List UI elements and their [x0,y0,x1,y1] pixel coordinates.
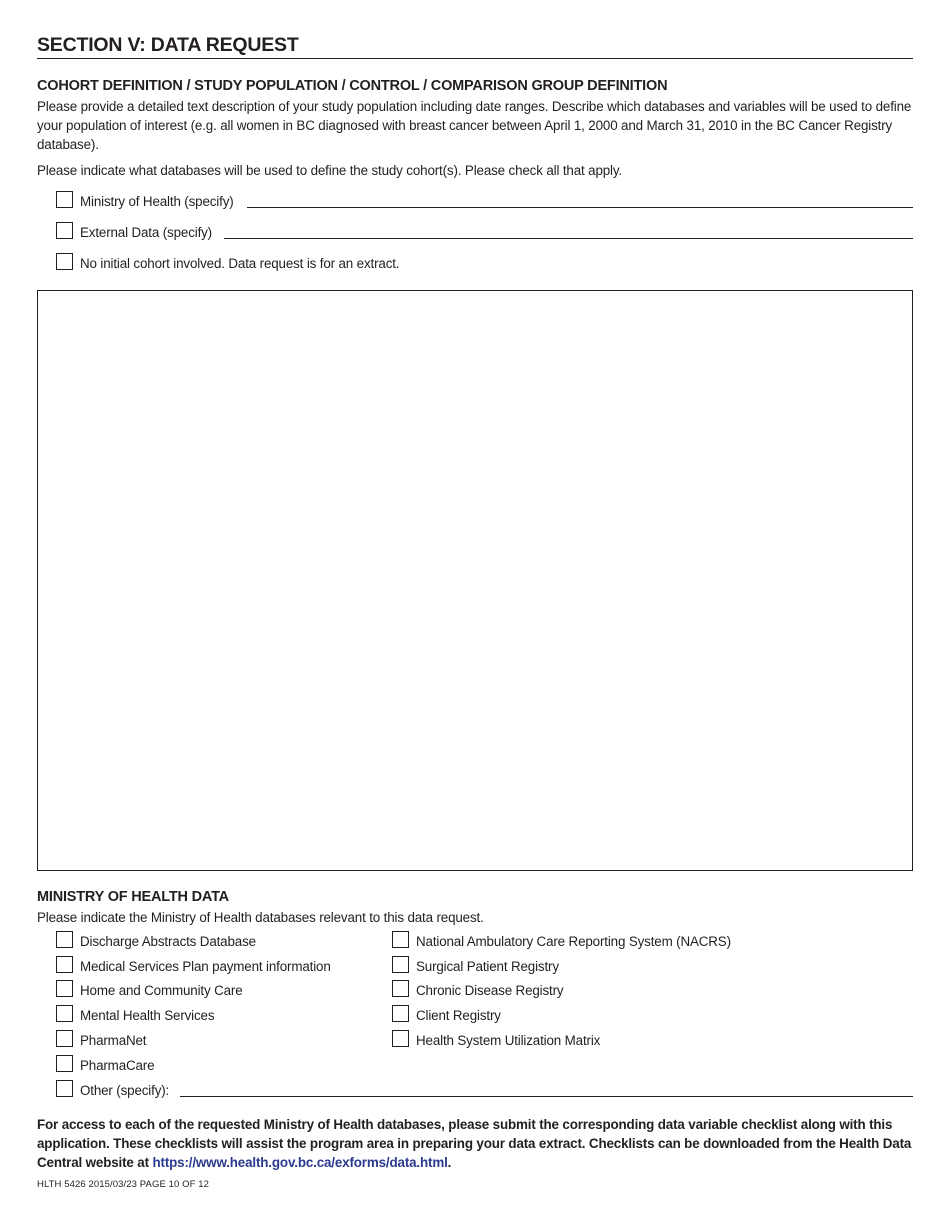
checkbox-pharmanet[interactable] [56,1030,73,1047]
checklist-note [37,1115,913,1172]
checkbox-other[interactable] [56,1080,73,1097]
checkbox-msp-payment[interactable] [56,956,73,973]
checkbox-surgical-patient-registry[interactable] [392,956,409,973]
checkbox-external-data[interactable] [56,222,73,239]
checkbox-ministry-of-health[interactable] [56,191,73,208]
checkbox-nacrs[interactable] [392,931,409,948]
checkbox-label: National Ambulatory Care Reporting System (NACRS) [416,934,731,949]
checklist-note-end: . [447,1155,452,1170]
checkbox-label: PharmaCare [80,1058,155,1073]
health-data-central-link[interactable]: https://www.health.gov.bc.ca/exforms/data.html [152,1155,448,1170]
checkbox-label: No initial cohort involved. Data request is for an extract. [80,256,400,271]
checkbox-mental-health[interactable] [56,1005,73,1022]
checkbox-label: Other (specify): [80,1083,170,1098]
checkbox-label: Chronic Disease Registry [416,983,564,998]
checkbox-label: Medical Services Plan payment information [80,959,331,974]
checkbox-label: PharmaNet [80,1033,147,1048]
checkbox-discharge-abstracts[interactable] [56,931,73,948]
checkbox-label: Health System Utilization Matrix [416,1033,601,1048]
cohort-description: Please provide a detailed text description of your study population including date ranges. Describe which databases and variables will be used to define your population of interest (e.g. all women in BC diagnosed with breast cancer between April 1, 2000 and March 31, 2010 in the BC Cancer Registry database). [37,99,912,152]
cohort-description-textarea[interactable] [37,290,913,871]
form-footer: HLTH 5426 2015/03/23 PAGE 10 OF 12 [37,1179,210,1190]
checkbox-label: Home and Community Care [80,983,243,998]
checkbox-label: External Data (specify) [80,225,212,240]
checkbox-chronic-disease-registry[interactable] [392,980,409,997]
checkbox-health-system-utilization[interactable] [392,1030,409,1047]
checklist-note-text: For access to each of the requested Ministry of Health databases, please submit the corresponding data variable checklist along with this application. These checklists will assist the program area in preparing your data extract. Checklists can be downloaded from the Health Data Central website at [37,1117,912,1170]
checkbox-no-initial-cohort[interactable] [56,253,73,270]
checkbox-label: Ministry of Health (specify) [80,194,234,209]
section-divider [37,58,913,59]
other-specify-field[interactable] [180,1096,913,1097]
moh-heading: MINISTRY OF HEALTH DATA [37,889,229,905]
moh-instruction: Please indicate the Ministry of Health databases relevant to this data request. [37,910,484,925]
checkbox-label: Surgical Patient Registry [416,959,559,974]
section-title: SECTION V: DATA REQUEST [37,34,299,56]
checkbox-label: Discharge Abstracts Database [80,934,256,949]
checkbox-label: Client Registry [416,1008,501,1023]
checkbox-pharmacare[interactable] [56,1055,73,1072]
external-data-specify-field[interactable] [224,238,913,239]
cohort-heading: COHORT DEFINITION / STUDY POPULATION / CONTROL / COMPARISON GROUP DEFINITION [37,78,668,94]
ministry-of-health-specify-field[interactable] [247,207,913,208]
checkbox-label: Mental Health Services [80,1008,215,1023]
cohort-instruction: Please indicate what databases will be used to define the study cohort(s). Please check all that apply. [37,163,622,178]
checkbox-home-community-care[interactable] [56,980,73,997]
checkbox-client-registry[interactable] [392,1005,409,1022]
